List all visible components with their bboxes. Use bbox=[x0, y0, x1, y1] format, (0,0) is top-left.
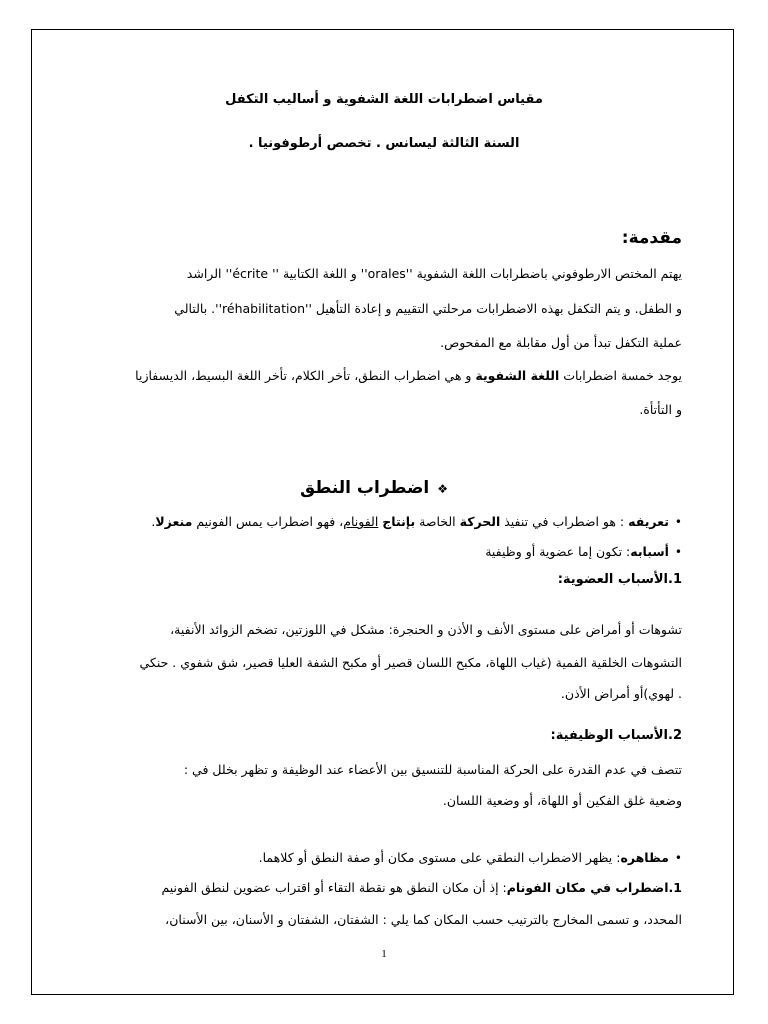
functional-causes-line: تتصف في عدم القدرة على الحركة المناسبة للتنسيق بين الأعضاء عند الوظيفة و تظهر بخلل في : bbox=[183, 762, 682, 777]
page-number: 1 bbox=[381, 948, 387, 960]
manifestation-item: 1.اضطراب في مكان الفونام: إذ أن مكان النطق هو نقطة التقاء أو اقتراب عضوين لنطق الفونيم bbox=[161, 880, 682, 895]
intro-paragraph-line: عملية التكفل تبدأ من أول مقابلة مع المفحوص. bbox=[440, 335, 682, 350]
causes-bullet: •أسبابه: تكون إما عضوية أو وظيفية bbox=[485, 544, 682, 559]
organic-causes-heading: 1.الأسباب العضوية: bbox=[557, 572, 682, 587]
organic-causes-line: . لهوي)أو أمراض الأذن. bbox=[560, 686, 682, 701]
manifestations-bullet: •مظاهره: يظهر الاضطراب النطقي على مستوى مكان أو صفة النطق أو كلاهما. bbox=[258, 850, 682, 865]
organic-causes-line: التشوهات الخلقية الفمية (غياب اللهاة، مكبح اللسان قصير أو مكبح الشفة العليا قصير، شق شفوي . حنكي bbox=[139, 655, 682, 670]
document-subtitle: السنة الثالثة ليسانس . تخصص أرطوفونيا . bbox=[248, 136, 520, 151]
section-heading-text: اضطراب النطق bbox=[299, 478, 430, 498]
section-heading bbox=[300, 478, 448, 498]
intro-paragraph-line: و الطفل. و يتم التكفل بهذه الاضطرابات مرحلتي التقييم و إعادة التأهيل ''réhabilitation''. بالتالي bbox=[174, 301, 682, 316]
definition-bullet: •تعريفه : هو اضطراب في تنفيذ الحركة الخاصة بإنتاج الفونام، فهو اضطراب يمس الفونيم منعزلا. bbox=[151, 514, 682, 529]
diamond-bullet-icon: ❖ bbox=[437, 482, 448, 496]
manifestation-item-line: المحدد، و تسمى المخارج بالترتيب حسب المكان كما يلي : الشفتان، الشفتان و الأسنان، بين الأسنان، bbox=[165, 912, 682, 927]
bullet-icon: • bbox=[674, 515, 682, 529]
intro-heading: مقدمة: bbox=[621, 228, 682, 248]
document-title: مقياس اضطرابات اللغة الشفوية و أساليب التكفل bbox=[225, 92, 543, 107]
bullet-icon: • bbox=[674, 545, 682, 559]
functional-causes-line: وضعية غلق الفكين أو اللهاة، أو وضعية اللسان. bbox=[442, 793, 682, 808]
bold-term: اللغة الشفوية bbox=[475, 368, 560, 383]
functional-causes-heading: 2.الأسباب الوظيفية: bbox=[550, 728, 682, 743]
intro-second-paragraph: يوجد خمسة اضطرابات اللغة الشفوية و هي اضطراب النطق، تأخر الكلام، تأخر اللغة البسيط، الديسفازيا bbox=[135, 368, 682, 383]
organic-causes-line: تشوهات أو أمراض على مستوى الأنف و الأذن و الحنجرة: مشكل في اللوزتين، تضخم الزوائد الأنفية، bbox=[170, 622, 682, 637]
bullet-icon: • bbox=[674, 851, 682, 865]
intro-paragraph-line: و التأتأة. bbox=[639, 402, 682, 417]
intro-paragraph-line: يهتم المختص الارطوفوني باضطرابات اللغة الشفوية ''orales'' و اللغة الكتابية '' écrite'' الراشد bbox=[186, 266, 682, 281]
